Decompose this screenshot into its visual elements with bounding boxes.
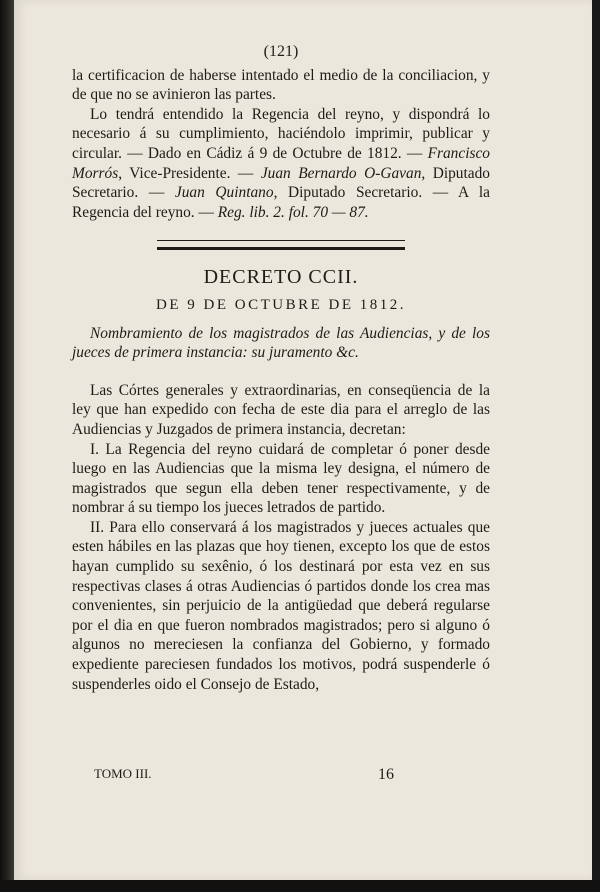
closing-text-d: , Diputado Secretario. — A la Regencia del reyno. — (72, 184, 490, 221)
book-gutter (0, 0, 14, 892)
closing-text-a: Lo tendrá entendido la Regencia del reyno, y dispondrá lo necesario á su cumplimiento, haciéndolo imprimir, publicar y circular. — Dado en Cádiz á 9 de Octubre de 1812. — (72, 105, 490, 162)
page-number: (121) (263, 43, 299, 60)
closing-text-b: , Vice-Presidente. — (118, 164, 261, 182)
decree-subtitle: Nombramiento de los magistrados de las Audiencias, y de los jueces de primera instancia: su juramento &c. (72, 324, 490, 362)
article-2: II. Para ello conservará á los magistrados y jueces actuales que esten hábiles en las plazas que hoy tienen, excepto los que de estos hayan cumplido su sexênio, ó los destinará por esta vez en sus respectivas clases á otras Audiencias ó partidos donde los crea mas convenientes, sin perjuicio de la antigüedad que deberá regularse por el dia en que fueron nombrados magistrados; pero si alguno ó algunos no mereciesen la confianza del Gobierno, y formado expediente pareciesen fundados los motivos, podrá suspenderle ó suspenderles oido el Consejo de Estado, (72, 518, 490, 693)
closing-paragraph-2 (72, 105, 490, 223)
page-content (72, 42, 490, 694)
page-footer (94, 766, 454, 784)
signatory-quintano: Juan Quintano (174, 184, 274, 202)
register-reference: Reg. lib. 2. fol. 70 — 87. (217, 203, 369, 221)
decree-intro: Las Córtes generales y extraordinarias, en conseqüencia de la ley que han expedido con fecha de este dia para el arreglo de las Audiencias y Juzgados de primera instancia, decretan: (72, 381, 490, 438)
article-1: I. La Regencia del reyno cuidará de completar ó poner desde luego en las Audiencias que la misma ley designa, el número de magistrados que segun ella deben tener respectivamente, y de nombrar á su tiempo los jueces letrados de partido. (72, 440, 490, 517)
section-divider (157, 240, 405, 250)
closing-text-c: , Diputado Secretario. — (72, 164, 490, 202)
decree-date: DE 9 DE OCTUBRE DE 1812. (156, 296, 406, 313)
book-page (14, 0, 592, 880)
signatory-morros: Francisco Morrós (72, 144, 490, 182)
signatory-ogavan: Juan Bernardo O-Gavan (260, 164, 422, 182)
signature-mark: 16 (378, 766, 394, 783)
closing-paragraph-1: la certificacion de haberse intentado el medio de la conciliacion, y de que no se avinieron las partes. (72, 66, 490, 104)
scan-bottom-edge (0, 880, 600, 892)
volume-label: TOMO III. (94, 766, 152, 781)
decree-title: DECRETO CCII. (203, 266, 359, 289)
